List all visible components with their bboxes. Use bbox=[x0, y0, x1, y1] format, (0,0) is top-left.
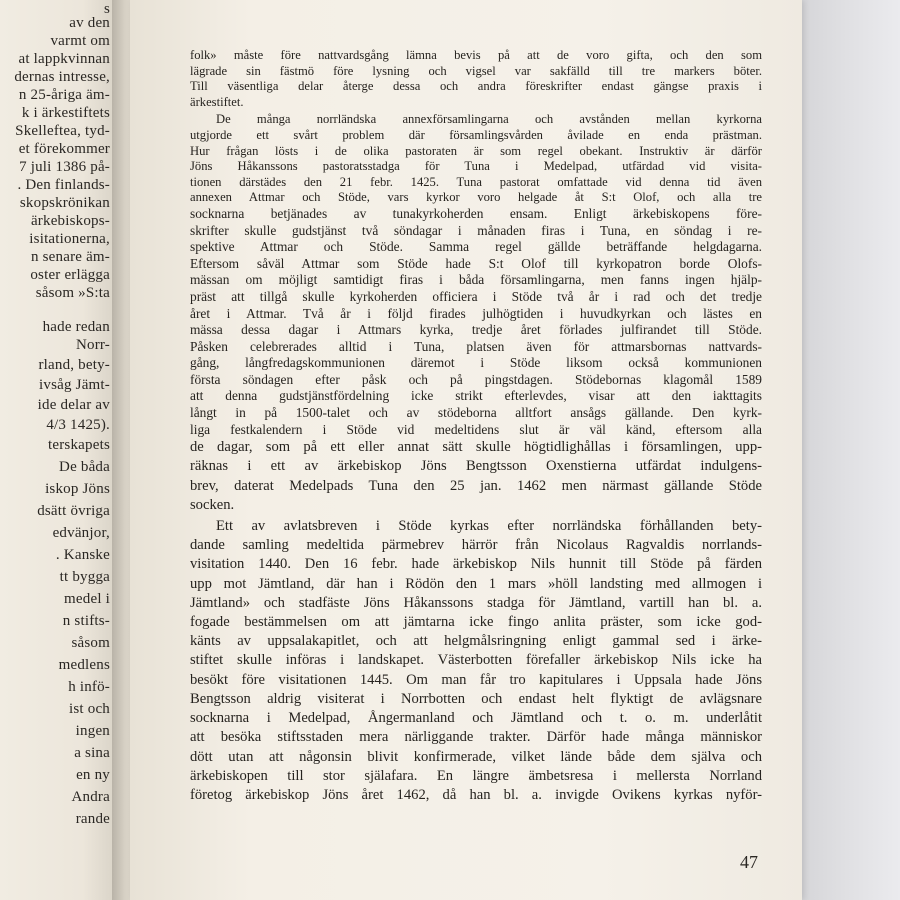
text-line: spektive Attmar och Stöde. Samma regel gällde beträffande helgdagarna. bbox=[190, 239, 762, 255]
left-page-line: . Den finlands- bbox=[17, 177, 110, 193]
left-page-line: rande bbox=[75, 811, 110, 827]
text-line: Jöns Håkanssons pastoratsstadga för Tuna i Medelpad, utfärdad vid visita- bbox=[190, 159, 762, 174]
left-page-line: edvänjor, bbox=[52, 525, 110, 541]
background-surface bbox=[790, 0, 900, 900]
text-line: ärkestiftet. bbox=[190, 94, 244, 109]
left-page-line: ivsåg Jämt- bbox=[39, 377, 110, 393]
left-page-line: ingen bbox=[75, 723, 110, 739]
text-line: tionen därstädes den 21 febr. 1425. Tuna pastorat omfattade vid denna tid även bbox=[190, 174, 762, 189]
text-line: Ett av avlatsbreven i Stöde kyrkas efter norrländska förhållanden bety- bbox=[216, 518, 762, 535]
text-line: stiftet skulle införas i landskapet. Västerbotten förefaller ärkebiskop Nils icke ha bbox=[190, 652, 762, 669]
text-line: känts av uppsalakapitlet, och att helgmålsringning enligt gammal sed i ärke- bbox=[190, 633, 762, 650]
text-line: lägrade sin fästmö före lysning och vigsel var sakfälld till tre markers böter. bbox=[190, 63, 762, 78]
text-line: att besöka stiftsstaden mera närliggande trakter. Därför hade många människor bbox=[190, 729, 762, 746]
text-line: Hur frågan lösts i de olika pastoraten är som regel obekant. Instruktiv är därför bbox=[190, 143, 762, 158]
text-line: ärkebiskopen till stor själafara. En längre ämbetsresa i mellersta Norrland bbox=[190, 767, 762, 784]
text-line: mässan om möjligt samtidigt firas i båda församlingarna, men fanns ingen hjälp- bbox=[190, 272, 762, 288]
left-page-line: a sina bbox=[74, 745, 110, 761]
text-line: annexen Attmar och Stöde, vars kyrkor voro helgade åt S:t Olof, och alla tre bbox=[190, 190, 762, 205]
text-line: Eftersom såväl Attmar som Stöde hade S:t Olof till kyrkopatron borde Olofs- bbox=[190, 255, 762, 271]
left-page-line: iskop Jöns bbox=[45, 481, 110, 497]
text-line: fogade bestämmelsen om att jämtarna icke fingo anlita präster, som icke god- bbox=[190, 614, 762, 631]
left-page-line: medel i bbox=[64, 591, 110, 607]
left-page-line: n 25-åriga äm- bbox=[18, 87, 110, 103]
left-page-line: k i ärkestiftets bbox=[21, 105, 110, 121]
left-page-line: en ny bbox=[76, 767, 110, 783]
left-page-line: dsätt övriga bbox=[37, 503, 110, 519]
text-line: året i Attmar. Två år i följd firades julhögtiden i huvudkyrkan och lästes en bbox=[190, 305, 762, 321]
left-page-line: ist och bbox=[69, 701, 110, 717]
text-line: liga festkalendern i Stöde vid medeltidens slut är väl känd, eftersom alla bbox=[190, 421, 762, 437]
text-line: första söndagen efter påsk och på pingstdagen. Stödebornas klagomål 1589 bbox=[190, 371, 762, 387]
text-line: präst att tillgå skulle kyrkoherden officiera i Stöde två år i rad och det tredje bbox=[190, 288, 762, 304]
left-page-line: ide delar av bbox=[37, 397, 110, 413]
text-line: Bengtsson aldrig visiterat i Norrbotten och endast helt flyktigt de avlägsnare bbox=[190, 690, 762, 707]
left-page-line: terskapets bbox=[48, 437, 110, 453]
text-line: visitation 1440. Den 16 febr. hade ärkebiskop Nils hunnit till Stöde på färden bbox=[190, 556, 762, 573]
text-line: gång, långfredagskommunionen däremot i Stöde liksom också kommunionen bbox=[190, 355, 762, 371]
left-page-line: skopskrönikan bbox=[19, 195, 110, 211]
text-line: att denna gudstjänstfördelning icke strikt efterlevdes, visar att den iakttagits bbox=[190, 388, 762, 404]
left-page-line: n stifts- bbox=[62, 613, 110, 629]
text-line: de dagar, som på ett eller annat sätt skulle högtidlighållas i församlingen, upp- bbox=[190, 439, 762, 456]
left-page-line: av den bbox=[69, 15, 110, 31]
text-line: Till väsentliga delar återge dessa och andra föreskrifter endast gängse praxis i bbox=[190, 79, 762, 94]
left-page-line: dernas intresse, bbox=[14, 69, 110, 85]
text-line: utgjorde ett svårt problem där församlingsvården åvilade en enda prästman. bbox=[190, 127, 762, 142]
text-line: dande samling medeltida pärmebrev härrör från Nicolaus Ragvaldis norrlands- bbox=[190, 537, 762, 554]
text-line: företog ärkebiskop Jöns året 1462, då han bl. a. invigde Ovikens kyrkas nyför- bbox=[190, 786, 762, 803]
text-line: skrifter skulle gudstjänst två söndagar i månaden firas i Tuna, en söndag i re- bbox=[190, 222, 762, 238]
body-text bbox=[190, 48, 762, 805]
left-page-line: medlens bbox=[58, 657, 110, 673]
text-line: mässa dessa dagar i Attmars kyrka, tredje året förlades julfirandet till Stöde. bbox=[190, 322, 762, 338]
text-line: besökt före visitationen 1445. Om man får tro kapitulares i Uppsala hade Jöns bbox=[190, 671, 762, 688]
text-line: upp mot Jämtland, där han i Rödön den 1 mars »höll landsting med allmogen i bbox=[190, 575, 762, 592]
left-page-line: De båda bbox=[59, 459, 110, 475]
right-page bbox=[130, 0, 802, 900]
left-page-line: Norr- bbox=[75, 337, 110, 353]
page-number: 47 bbox=[740, 852, 758, 872]
left-page-line: h infö- bbox=[68, 679, 110, 695]
left-page-line: hade redan bbox=[42, 319, 110, 335]
left-page bbox=[0, 0, 118, 900]
text-line: De många norrländska annexförsamlingarna och avstånden mellan kyrkorna bbox=[216, 112, 762, 127]
left-page-line: Skelleftea, tyd- bbox=[15, 123, 110, 139]
left-page-line: Andra bbox=[71, 789, 110, 805]
text-line: folk» måste före nattvardsgång lämna bevis på att de voro gifta, och den som bbox=[190, 48, 762, 62]
text-line: brev, daterat Medelpads Tuna den 25 jan. 1462 men närmast gällande Stöde bbox=[190, 477, 762, 494]
text-line: långt in på 1500-talet och av stödeborna alltfort ansågs gällande. Den kyrk- bbox=[190, 405, 762, 421]
left-page-line: isitationerna, bbox=[29, 231, 110, 247]
text-line: socknarna i Medelpad, Ångermanland och Jämtland och t. o. m. underlåtit bbox=[190, 710, 762, 727]
left-page-line: et förekommer bbox=[18, 141, 110, 157]
left-page-line: såsom »S:ta bbox=[35, 285, 110, 301]
text-line: socknarna betjänades av tunakyrkoherden ensam. Enligt ärkebiskopens före- bbox=[190, 205, 762, 221]
text-line: Jämtland» och stadfäste Jöns Håkanssons stadga för Jämtland, vartill han bl. a. bbox=[190, 594, 762, 611]
left-page-line: n senare äm- bbox=[30, 249, 110, 265]
text-line: dött utan att någonsin blivit konfirmerade, vilket lände både dem själva och bbox=[190, 748, 762, 765]
text-line: socken. bbox=[190, 496, 235, 513]
left-page-line: s bbox=[103, 1, 110, 17]
text-line: Påsken celebrerades alltid i Tuna, platsen även för attmarsbornas nattvards- bbox=[190, 338, 762, 354]
left-page-line: . Kanske bbox=[55, 547, 110, 563]
left-page-line: rland, bety- bbox=[38, 357, 110, 373]
left-page-line: tt bygga bbox=[59, 569, 110, 585]
left-page-line: varmt om bbox=[50, 33, 110, 49]
left-page-line: 4/3 1425). bbox=[46, 417, 110, 433]
left-page-line: såsom bbox=[71, 635, 110, 651]
left-page-line: ärkebiskops- bbox=[30, 213, 110, 229]
left-page-line: 7 juli 1386 på- bbox=[19, 159, 110, 175]
text-line: räknas i ett av ärkebiskop Jöns Bengtsson Oxenstierna utfärdat indulgens- bbox=[190, 458, 762, 475]
left-page-line: oster erlägga bbox=[30, 267, 110, 283]
left-page-line: at lappkvinnan bbox=[18, 51, 110, 67]
